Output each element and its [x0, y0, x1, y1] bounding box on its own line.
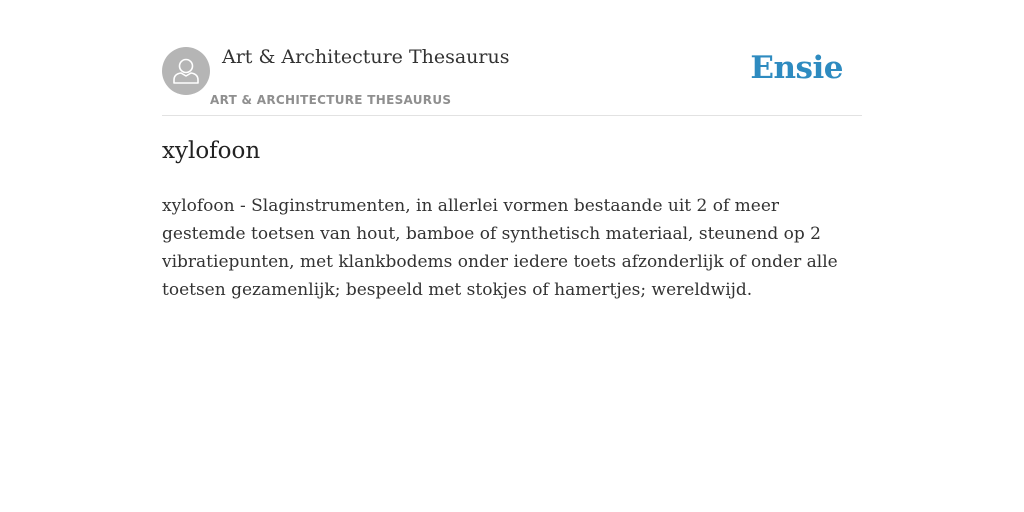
- user-silhouette-icon[interactable]: [162, 47, 210, 95]
- entry-definition: xylofoon - Slaginstrumenten, in allerlei vormen bestaande uit 2 of meer gestemde toetsen van hout, bamboe of synthetisch materiaal, steunend op 2 vibratiepunten, met klankbodems onder iedere toets afzonderlijk of onder alle toetsen gezamenlijk; bespeeld met stokjes of hamertjes; wereldwijd.: [162, 196, 838, 300]
- entry-title: xylofoon: [162, 138, 261, 164]
- source-header: [162, 40, 862, 116]
- source-title[interactable]: Art & Architecture Thesaurus: [222, 46, 510, 68]
- source-subtitle: ART & ARCHITECTURE THESAURUS: [210, 93, 452, 107]
- brand-logo[interactable]: Ensie: [750, 50, 843, 86]
